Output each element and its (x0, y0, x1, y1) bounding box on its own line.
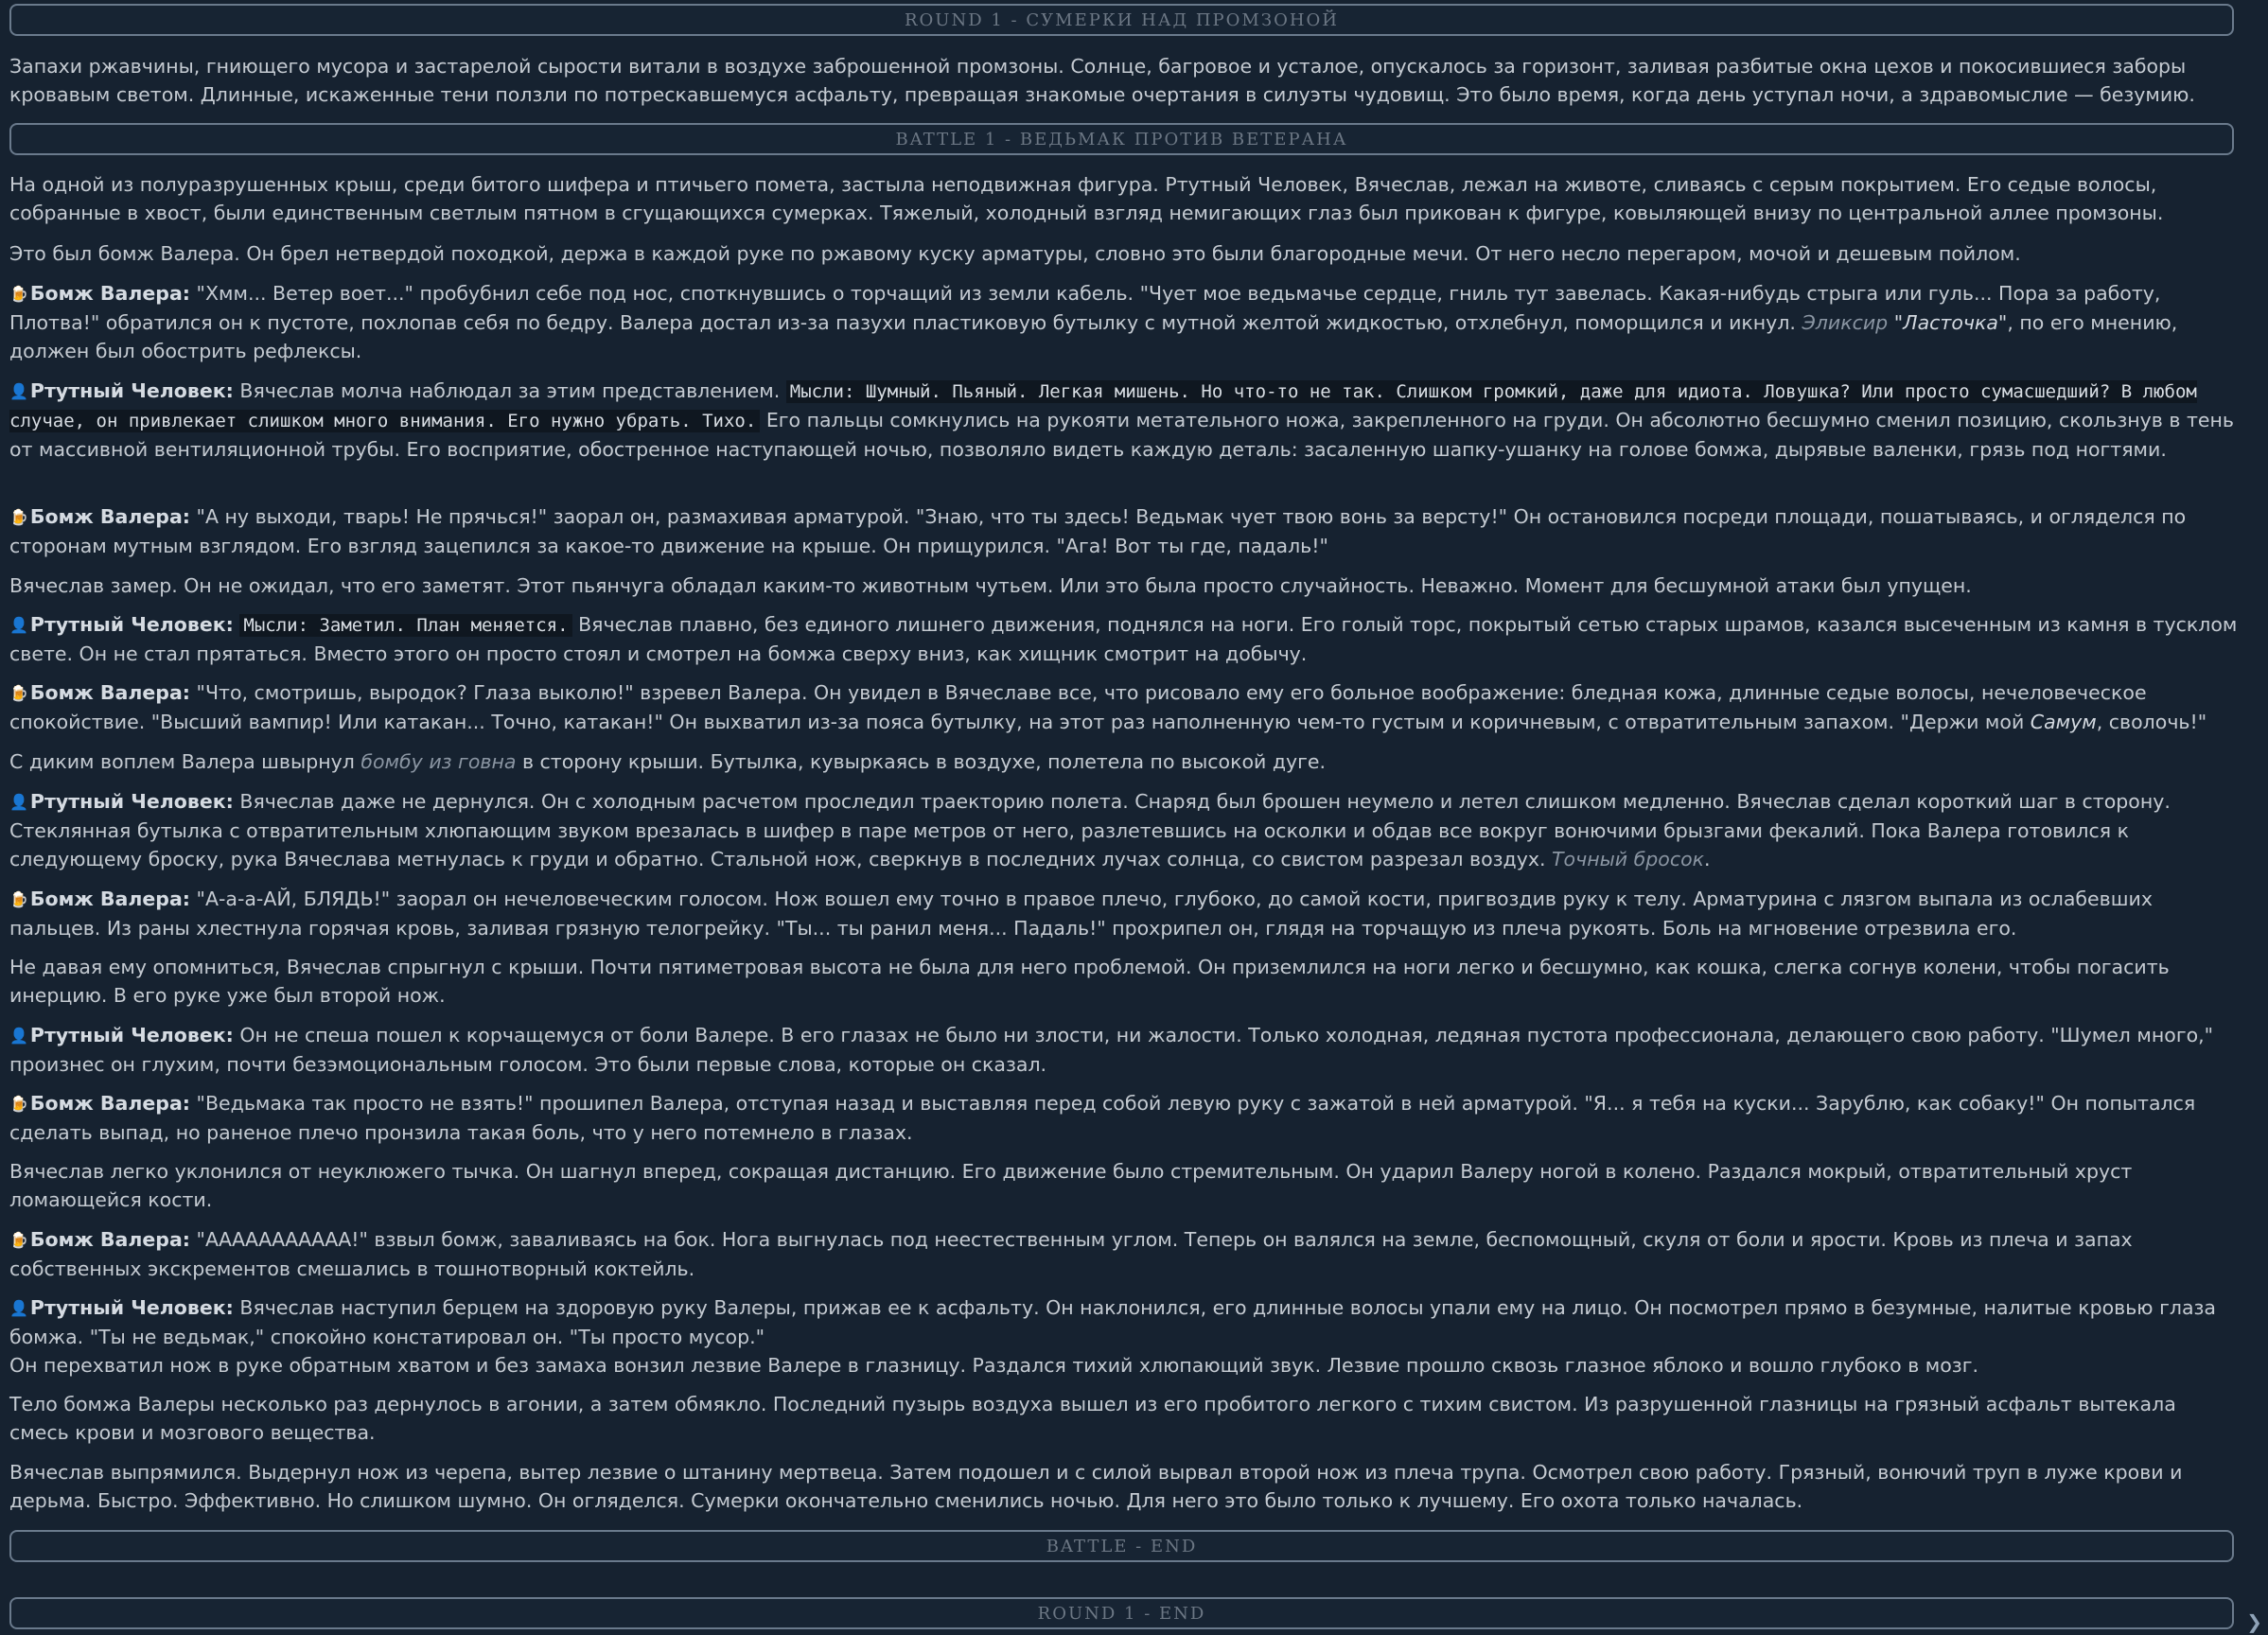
battle-end-header: BATTLE - END (9, 1530, 2234, 1562)
dialogue-valera (9, 678, 2238, 736)
elixir-title: "Ласточка" (1893, 311, 2008, 334)
person-icon: 👤 (9, 616, 28, 634)
dialogue-vyacheslav (9, 787, 2238, 873)
action-name: Точный бросок (1552, 848, 1705, 870)
speaker-name-valera: Бомж Валера: (29, 505, 191, 528)
dialogue-valera (9, 1089, 2238, 1147)
story-paragraph (9, 747, 2238, 776)
dialogue-text: . (1704, 848, 1711, 870)
dialogue-valera (9, 279, 2238, 365)
story-paragraph: На одной из полуразрушенных крыш, среди битого шифера и птичьего помета, застыла неподвижная фигура. Ртутный Человек, Вячеслав, лежал на животе, сливаясь с серым покрытием. Его седые волосы, собранные в хвост, были единственным светлым пятном в сгущающихся сумерках. Тяжелый, холодный взгляд немигающих глаз был прикован к фигуре, ковыляющей внизу по центральной аллее промзоны. (9, 173, 2164, 224)
speaker-name-valera: Бомж Валера: (29, 282, 191, 305)
dialogue-text: "А-а-а-АЙ, БЛЯДЬ!" заорал он нечеловеческим голосом. Нож вошел ему точно в правое плечо, глубоко, до самой кости, пригвоздив руку к телу. Арматурина с лязгом выпала из ослабевших пальцев. Из раны хлестнула горячая кровь, заливая грязную телогрейку. "Ты... ты ранил меня... Падаль!" прохрипел он, глядя на торчащую из плеча рукоять. Боль на мгновение отрезвила его. (9, 888, 2153, 940)
story-text: в сторону крыши. Бутылка, кувыркаясь в воздухе, полетела по высокой дуге. (516, 750, 1327, 773)
story-paragraph: Не давая ему опомниться, Вячеслав спрыгнул с крыши. Почти пятиметровая высота не была для него проблемой. Он приземлился на ноги легко и бесшумно, как кошка, слегка согнув колени, чтобы погасить инерцию. В его руке уже был второй нож. (9, 956, 2170, 1007)
beer-mug-icon: 🍺 (9, 508, 28, 526)
round-end-header: ROUND 1 - END (9, 1597, 2234, 1629)
dialogue-text: Вячеслав молча наблюдал за этим представлением. (239, 379, 786, 402)
thought-block: Мысли: Шумный. Пьяный. Легкая мишень. Но что-то не так. Слишком громкий, даже для идиота. Ловушка? Или просто сумасшедший? В любом случае, он привлекает слишком много внимания. Его нужно убрать. Тихо. (9, 381, 2197, 431)
story-paragraph-intro: Запахи ржавчины, гниющего мусора и застарелой сырости витали в воздухе заброшенной промзоны. Солнце, багровое и усталое, опускалось за горизонт, заливая разбитые окна цехов и покосившиеся заборы кровавым светом. Длинные, искаженные тени ползли по потрескавшемуся асфальту, превращая знакомые очертания в силуэты чудовищ. Это было время, когда день уступал ночи, а здравомыслие — безумию. (9, 55, 2195, 106)
beer-mug-icon: 🍺 (9, 684, 28, 702)
person-icon: 👤 (9, 382, 28, 400)
person-icon: 👤 (9, 793, 28, 811)
battle-start-header: BATTLE 1 - ВЕДЬМАК ПРОТИВ ВЕТЕРАНА (9, 123, 2234, 155)
story-paragraph: Вячеслав легко уклонился от неуклюжего тычка. Он шагнул вперед, сокращая дистанцию. Его движение было стремительным. Он ударил Валеру ногой в колено. Раздался мокрый, отвратительный хруст ломающейся кости. (9, 1160, 2133, 1211)
speaker-name-vyacheslav: Ртутный Человек: (29, 379, 234, 402)
person-icon: 👤 (9, 1299, 28, 1317)
speaker-name-valera: Бомж Валера: (29, 888, 191, 910)
speaker-name-vyacheslav: Ртутный Человек: (29, 790, 234, 813)
bomb-type: бомбу из говна (360, 750, 517, 773)
speaker-name-vyacheslav: Ртутный Человек: (29, 1296, 234, 1319)
dialogue-vyacheslav (9, 1293, 2238, 1351)
dialogue-text: Вячеслав наступил берцем на здоровую руку Валеры, прижав ее к асфальту. Он наклонился, его длинные волосы упали ему на лицо. Он посмотрел прямо в безумные, налитые кровью глаза бомжа. "Ты не ведьмак," спокойно констатировал он. "Ты просто мусор." (9, 1296, 2216, 1348)
dialogue-text: "А ну выходи, тварь! Не прячься!" заорал он, размахивая арматурой. "Знаю, что ты здесь! Ведьмак чует твою вонь за версту!" Он остановился посреди площади, пошатываясь, и огляделся по сторонам мутным взглядом. Его взгляд зацепился за какое-то движение на крыше. Он прищурился. "Ага! Вот ты где, падаль!" (9, 505, 2187, 557)
dialogue-vyacheslav (9, 610, 2238, 668)
elixir-name: Эликсир (1802, 311, 1889, 334)
story-text: С диким воплем Валера швырнул (9, 750, 361, 773)
dialogue-text: Вячеслав плавно, без единого лишнего движения, поднялся на ноги. Его голый торс, покрытый сетью старых шрамов, казался высеченным из камня в тусклом свете. Он не стал прятаться. Вместо этого он просто стоял и смотрел на бомжа сверху вниз, как хищник смотрит на добычу. (9, 613, 2238, 665)
dialogue-text: Его пальцы сомкнулись на рукояти метательного ножа, закрепленного на груди. Он абсолютно бесшумно сменил позицию, скользнув в тень от массивной вентиляционной трубы. Его восприятие, обостренное наступающей ночью, позволяло видеть каждую деталь: засаленную шапку-ушанку на голове бомжа, дырявые валенки, грязь под ногтями. (9, 409, 2235, 461)
dialogue-text: , сволочь!" (2096, 711, 2207, 733)
speaker-name-valera: Бомж Валера: (29, 1092, 191, 1115)
beer-mug-icon: 🍺 (9, 890, 28, 908)
dialogue-vyacheslav (9, 1021, 2238, 1079)
thought-block: Мысли: Заметил. План меняется. (239, 614, 571, 637)
dialogue-text: "Ведьмака так просто не взять!" прошипел Валера, отступая назад и выставляя перед собой левую руку с зажатой в ней арматурой. "Я... я тебя на куски... Зарублю, как собаку!" Он попытался сделать выпад, но раненое плечо пронзила такая боль, что у него потемнело в глазах. (9, 1092, 2196, 1144)
round-start-header: ROUND 1 - СУМЕРКИ НАД ПРОМЗОНОЙ (9, 4, 2234, 36)
beer-mug-icon: 🍺 (9, 1231, 28, 1249)
chevron-right-icon[interactable]: ❯ (2246, 1610, 2262, 1633)
dialogue-valera (9, 1225, 2238, 1283)
dialogue-text: Вячеслав даже не дернулся. Он с холодным расчетом проследил траекторию полета. Снаряд был брошен неумело и летел слишком медленно. Вячеслав сделал короткий шаг в сторону. Стеклянная бутылка с отвратительным хлюпающим звуком врезалась в шифер в паре метров от него, разлетевшись на осколки и обдав все вокруг вонючими брызгами фекалий. Пока Валера готовился к следующему броску, рука Вячеслава метнулась к груди и обратно. Стальной нож, сверкнув в последних лучах солнца, со свистом разрезал воздух. (9, 790, 2171, 870)
speaker-name-vyacheslav: Ртутный Человек: (29, 1024, 234, 1046)
dialogue-text: Он не спеша пошел к корчащемуся от боли Валере. В его глазах не было ни злости, ни жалости. Только холодная, ледяная пустота профессионала, делающего свою работу. "Шумел много," произнес он глухим, почти безэмоциональным голосом. Это были первые слова, которые он сказал. (9, 1024, 2214, 1076)
story-paragraph: Вячеслав выпрямился. Выдернул нож из черепа, вытер лезвие о штанину мертвеца. Затем подошел и с силой вырвал второй нож из плеча трупа. Осмотрел свою работу. Грязный, вонючий труп в луже крови и дерьма. Быстро. Эффективно. Но слишком шумно. Он огляделся. Сумерки окончательно сменились ночью. Для него это было только к лучшему. Его охота только началась. (9, 1461, 2183, 1512)
speaker-name-valera: Бомж Валера: (29, 681, 191, 704)
beer-mug-icon: 🍺 (9, 1095, 28, 1113)
story-paragraph: Вячеслав замер. Он не ожидал, что его заметят. Этот пьянчуга обладал каким-то животным чутьем. Или это была просто случайность. Неважно. Момент для бесшумной атаки был упущен. (9, 574, 1972, 597)
dialogue-text: "ААААААААААА!" взвыл бомж, заваливаясь на бок. Нога выгнулась под неестественным углом. Теперь он валялся на земле, беспомощный, скуля от боли и ярости. Кровь из плеча и запах собственных экскрементов смешались в тошнотворный коктейль. (9, 1228, 2133, 1280)
dialogue-valera (9, 885, 2238, 942)
speaker-name-vyacheslav: Ртутный Человек: (29, 613, 234, 636)
story-paragraph: Он перехватил нож в руке обратным хватом и без замаха вонзил лезвие Валере в глазницу. Раздался тихий хлюпающий звук. Лезвие прошло сквозь глазное яблоко и вошло глубоко в мозг. (9, 1354, 1978, 1377)
story-paragraph: Тело бомжа Валеры несколько раз дернулось в агонии, а затем обмякло. Последний пузырь воздуха вышел из его пробитого легкого с тихим свистом. Из разрушенной глазницы на грязный асфальт вытекала смесь крови и мозгового вещества. (9, 1393, 2176, 1444)
dialogue-valera (9, 502, 2238, 560)
beer-mug-icon: 🍺 (9, 285, 28, 303)
story-paragraph: Это был бомж Валера. Он брел нетвердой походкой, держа в каждой руке по ржавому куску арматуры, словно это были благородные мечи. От него несло перегаром, мочой и дешевым пойлом. (9, 242, 2021, 265)
dialogue-text: "Хмм... Ветер воет..." пробубнил себе под нос, споткнувшись о торчащий из земли кабель. "Чует мое ведьмачье сердце, гниль тут завелась. Какая-нибудь стрыга или гуль... Пора за работу, Плотва!" обратился он к пустоте, похлопав себя по бедру. Валера достал из-за пазухи пластиковую бутылку с мутной желтой жидкостью, отхлебнул, поморщился и икнул. (9, 282, 2161, 334)
bomb-name: Самум (2030, 711, 2097, 733)
dialogue-text: "Что, смотришь, выродок? Глаза выколю!" взревел Валера. Он увидел в Вячеславе все, что рисовало ему его больное воображение: бледная кожа, длинные седые волосы, нечеловеческое спокойствие. "Высший вампир! Или катакан... Точно, катакан!" Он выхватил из-за пояса бутылку, на этот раз наполненную чем-то густым и коричневым, с отвратительным запахом. "Держи мой (9, 681, 2147, 733)
dialogue-text: , по его мнению, должен был обострить рефлексы. (9, 311, 2178, 362)
dialogue-vyacheslav (9, 377, 2238, 464)
person-icon: 👤 (9, 1027, 28, 1045)
speaker-name-valera: Бомж Валера: (29, 1228, 191, 1251)
